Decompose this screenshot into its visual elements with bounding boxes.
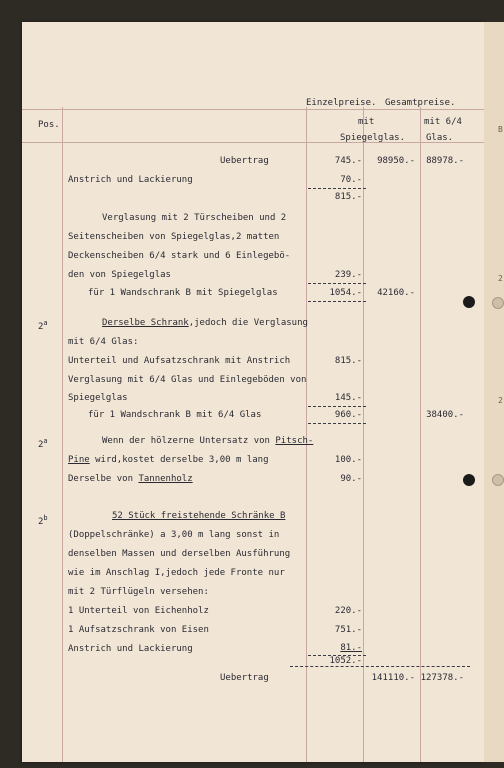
spiegelglas-heading: Spiegelglas. (340, 133, 406, 143)
sum-rule (308, 423, 366, 424)
eichenholz-line: 1 Unterteil von Eichenholz (68, 606, 209, 616)
punch-hole-top (463, 296, 475, 308)
value-90: 90.- (340, 474, 362, 484)
unterteil-anstrich-line: Unterteil und Aufsatzschrank mit Anstrich (68, 356, 291, 366)
verglasung-64-line: Verglasung mit 6/4 Glas und Einlegeböden von (68, 375, 307, 385)
pos-heading: Pos. (38, 120, 60, 130)
punch-hole-bottom (463, 474, 475, 486)
tuerfluegel-line: mit 2 Türflügeln versehen: (68, 587, 209, 597)
sum-rule (308, 188, 366, 189)
value-141110: 141110.- (371, 673, 415, 683)
value-751: 751.- (334, 625, 362, 635)
value-745: 745.- (334, 156, 362, 166)
value-81: 81.- (340, 643, 362, 653)
value-38400: 38400.- (426, 410, 464, 420)
edge-mark: 2 (498, 274, 503, 283)
einzelpreise-heading: Einzelpreise. (306, 98, 377, 108)
binder-hole (492, 297, 504, 309)
mit-heading: mit (358, 117, 375, 127)
pos-column-rule (62, 107, 63, 762)
tannenholz-line: Derselbe von Tannenholz (68, 474, 193, 484)
value-70: 70.- (340, 175, 362, 185)
value-42160: 42160.- (377, 288, 415, 298)
header-bottom-rule (22, 142, 484, 143)
mit-64-glas-line: mit 6/4 Glas: (68, 337, 139, 347)
value-145: 145.- (334, 393, 362, 403)
edge-mark: 2 (498, 396, 503, 405)
verglasung-line-2: Seitenscheiben von Spiegelglas,2 matten (68, 232, 280, 242)
anstrich-line-2: Anstrich und Lackierung (68, 644, 193, 654)
sum-rule (308, 406, 366, 407)
pitsch-pine-line-2: Pine wird,kostet derselbe 3,00 m lang (68, 455, 269, 465)
binder-hole (492, 474, 504, 486)
verglasung-line-3: Deckenscheiben 6/4 stark und 6 Einlegebö- (68, 251, 291, 261)
fuer-wandschrank-spiegelglas: für 1 Wandschrank B mit Spiegelglas (88, 288, 278, 298)
verglasung-line-1: Verglasung mit 2 Türscheiben und 2 (102, 213, 287, 223)
header-top-rule (22, 109, 484, 110)
massen-line: denselben Massen und derselben Ausführung (68, 549, 291, 559)
sum-rule (308, 283, 366, 284)
uebertrag-bottom-label: Uebertrag (220, 673, 269, 683)
value-100: 100.- (334, 455, 362, 465)
value-239: 239.- (334, 270, 362, 280)
glas-column-rule (420, 107, 421, 762)
position-2b: 2$^b$ (38, 514, 48, 527)
edge-mark: B (498, 125, 503, 134)
pitsch-pine-line-1: Wenn der hölzerne Untersatz von Pitsch- (102, 436, 314, 446)
value-88978: 88978.- (426, 156, 464, 166)
value-815-b: 815.- (334, 356, 362, 366)
anstrich-line-1: Anstrich und Lackierung (68, 175, 193, 185)
stueck-schraenke-line: 52 Stück freistehende Schränke B (112, 511, 286, 521)
value-220: 220.- (334, 606, 362, 616)
fuer-wandschrank-64-glas: für 1 Wandschrank B mit 6/4 Glas (88, 410, 262, 420)
value-98950: 98950.- (377, 156, 415, 166)
doppelschraenke-line: (Doppelschränke) a 3,00 m lang sonst in (68, 530, 280, 540)
eisen-line: 1 Aufsatzschrank von Eisen (68, 625, 209, 635)
spiegelglas-column-rule (363, 107, 364, 762)
uebertrag-label: Uebertrag (220, 156, 269, 166)
value-960: 960.- (334, 410, 362, 420)
glas-heading: Glas. (426, 133, 454, 143)
sum-rule (308, 301, 366, 302)
next-page-edge (484, 22, 504, 762)
verglasung-line-4: den von Spiegelglas (68, 270, 171, 280)
mit64-heading: mit 6/4 (424, 117, 462, 127)
value-1054: 1054.- (329, 288, 362, 298)
value-1052: 1052.- (329, 656, 362, 666)
gesamtpreise-heading: Gesamtpreise. (385, 98, 456, 108)
position-2a-second: 2$^a$ (38, 437, 48, 450)
total-rule (290, 666, 470, 667)
position-2a: 2$^a$ (38, 319, 48, 332)
value-127378: 127378.- (420, 673, 464, 683)
anschlag-line: wie im Anschlag I,jedoch jede Fronte nur (68, 568, 285, 578)
value-815-a: 815.- (334, 192, 362, 202)
document-page (22, 22, 484, 762)
derselbe-schrank-line: Derselbe Schrank,jedoch die Verglasung (102, 318, 308, 328)
spiegelglas-line: Spiegelglas (68, 393, 128, 403)
